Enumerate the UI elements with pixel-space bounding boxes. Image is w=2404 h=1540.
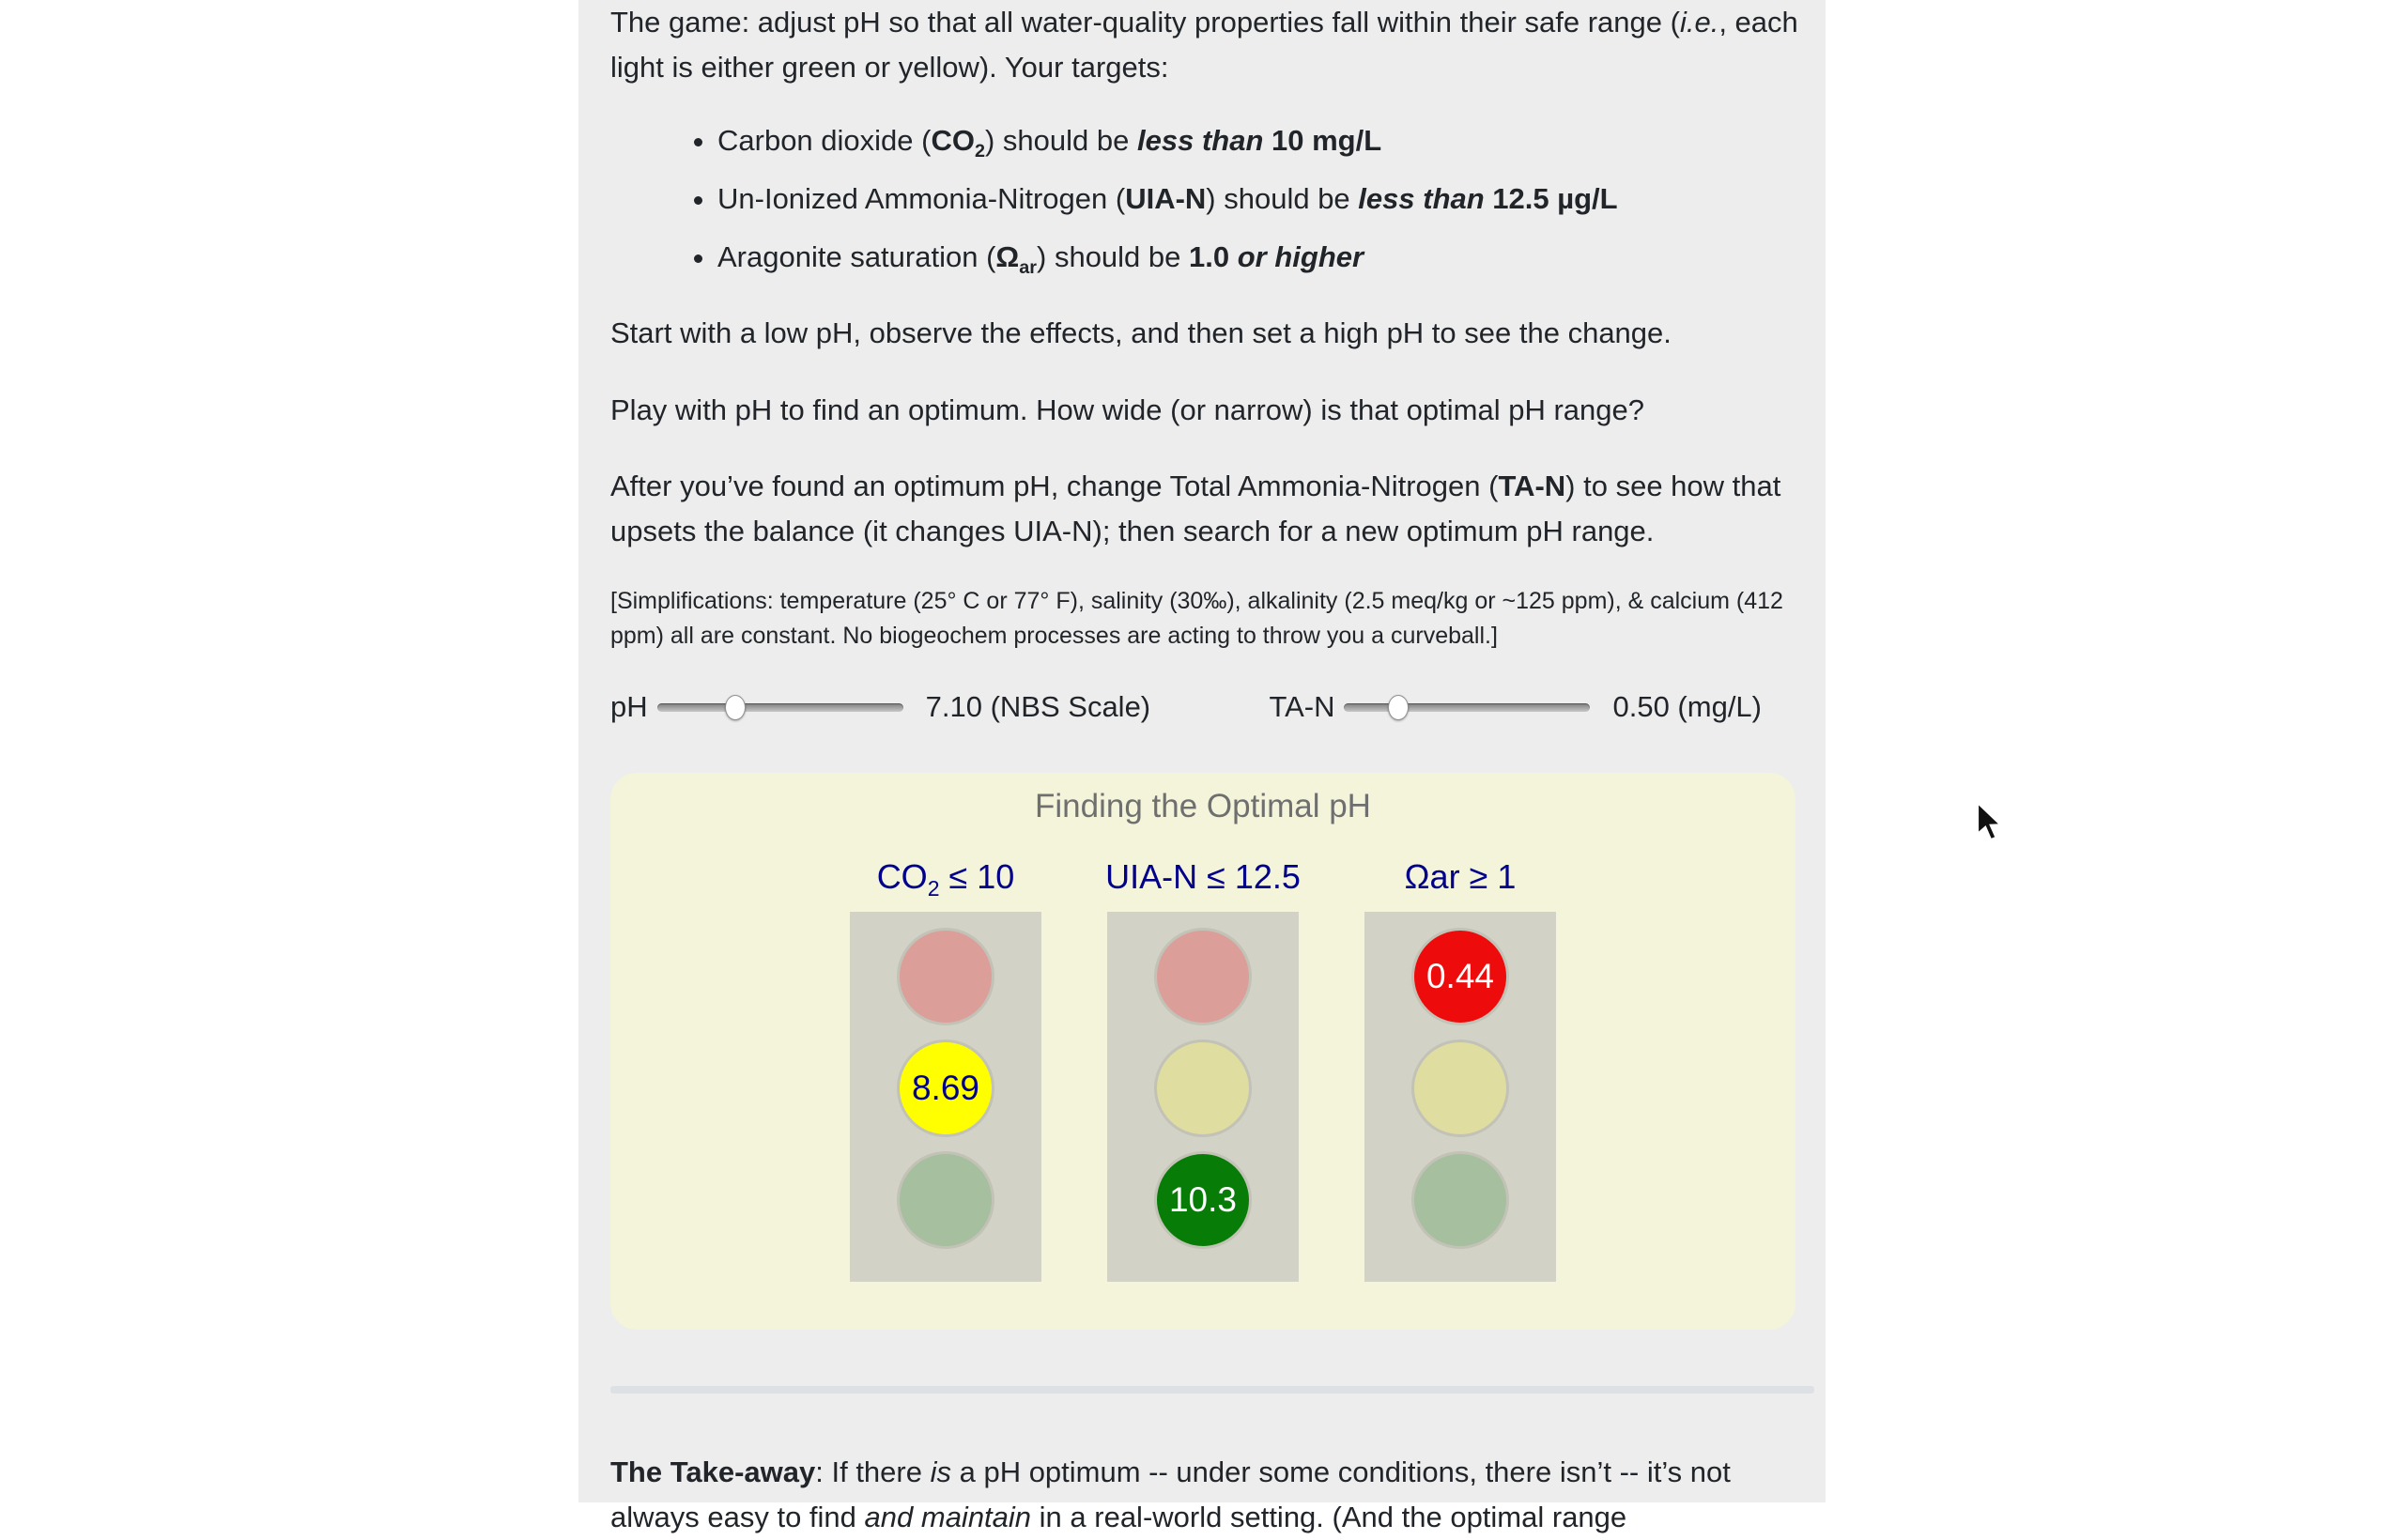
green-light (1154, 1151, 1252, 1249)
traffic-light-column (850, 856, 1041, 1282)
red-light (897, 928, 994, 1025)
tan-slider-value: 0.50 (mg/L) (1612, 690, 1762, 723)
traffic-light-column-header: $CO_2 \le 10$ (876, 857, 1015, 901)
target-item: • Un-Ionized Ammonia-Nitrogen (UIA-N) should be less than 12.5 µg/L (717, 177, 1814, 222)
ph-slider-label: pH (610, 690, 648, 723)
instruction-play-with-ph: Play with pH to find an optimum. How wide (or narrow) is that optimal pH range? (610, 393, 1644, 426)
traffic-light-column (1364, 856, 1556, 1282)
instruction-change-tan: After you’ve found an optimum pH, change Total Ammonia-Nitrogen (TA-N) to see how that upsets the balance (it changes UIA-N); then search for a new optimum pH range. (610, 470, 1781, 547)
traffic-light-column-header: UIA-N ≤ 12.5 (1105, 857, 1301, 896)
game-intro-paragraph: The game: adjust pH so that all water-quality properties fall within their safe range (i.e., each light is either green or yellow). Your targets: (610, 6, 1798, 84)
light-value: 0.44 (1425, 957, 1494, 995)
app-content-column (578, 0, 1826, 1533)
tan-slider-label: TA-N (1269, 690, 1335, 723)
red-light (1411, 928, 1509, 1025)
instruction-start-low-ph: Start with a low pH, observe the effects, and then set a high pH to see the change. (610, 316, 1672, 349)
ph-slider-track[interactable] (657, 703, 903, 712)
takeaway-paragraph: The Take-away: If there is a pH optimum -- under some conditions, there isn’t -- it’s not always easy to find and maintain in a real-world setting. (And the optimal range (610, 1455, 1731, 1533)
slider-row (610, 681, 1814, 733)
yellow-light (897, 1040, 994, 1137)
ph-slider-group (610, 690, 1150, 724)
optimal-ph-panel (610, 773, 1795, 1330)
tan-slider-thumb[interactable] (1388, 695, 1409, 720)
traffic-light-housing (850, 912, 1041, 1282)
target-item: • Carbon dioxide $(CO_2)$ should be less than 10 mg/L (717, 118, 1814, 163)
tan-slider-track[interactable] (1344, 703, 1590, 712)
red-light (1154, 928, 1252, 1025)
target-item: • Aragonite saturation $(\Omega_{ar})$ should be 1.0 or higher (717, 235, 1814, 280)
green-light (897, 1151, 994, 1249)
traffic-light-housing (1364, 912, 1556, 1282)
mouse-cursor (1975, 801, 2007, 849)
simplifications-note: [Simplifications: temperature (25° C or 77° F), salinity (30‰), alkalinity (2.5 meq/kg or ~125 ppm), & calcium (412 ppm) all are constant. No biogeochem processes are acting to throw you a curveball.] (610, 588, 1783, 649)
green-light (1411, 1151, 1509, 1249)
traffic-light-column (1107, 856, 1299, 1282)
yellow-light (1154, 1040, 1252, 1137)
horizontal-divider (610, 1386, 1814, 1394)
tan-slider-group (1269, 690, 1762, 724)
light-value: 10.3 (1168, 1180, 1237, 1219)
yellow-light (1411, 1040, 1509, 1137)
targets-list (610, 118, 1814, 280)
traffic-light-column-header: Ωar ≥ 1 (1404, 857, 1517, 896)
light-value: 8.69 (911, 1069, 979, 1107)
ph-slider-thumb[interactable] (725, 695, 746, 720)
traffic-light-housing (1107, 912, 1299, 1282)
panel-title: Finding the Optimal pH (1035, 788, 1371, 824)
traffic-light-columns (610, 856, 1795, 1282)
ph-slider-value: 7.10 (NBS Scale) (925, 690, 1151, 723)
